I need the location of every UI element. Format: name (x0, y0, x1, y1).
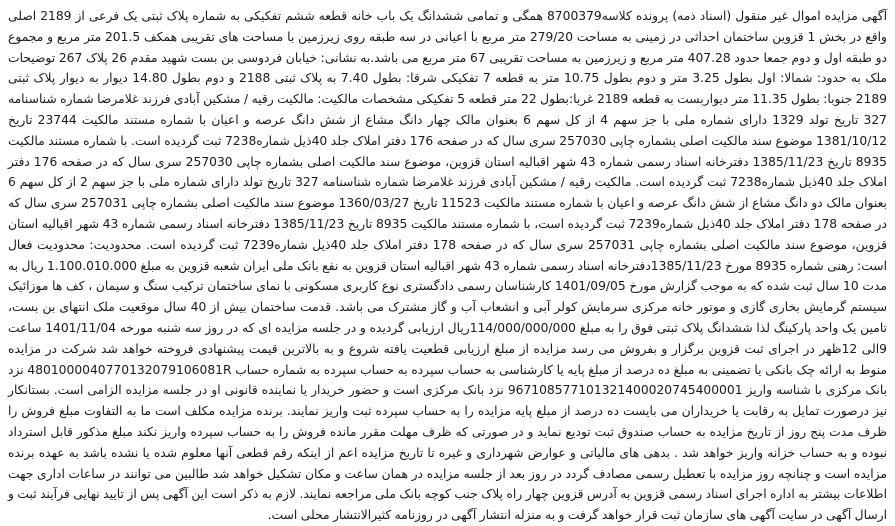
auction-notice-text: آگهی مزایده اموال غیر منقول (اسناد ذمه) پرونده کلاسه8700379 همگی و تمامی ششدانگ یک باب خانه قطعه ششم تفکیکی به شماره پلاک ثبتی یک فرعی از 2189 اصلی واقع در بخش 1 قزوین ساختمان احداثی در زمینی به مساحت 279/20 متر مربع با اعیانی در سه طبقه روی زیرزمین با مساحت های تقریبی همکف 201.5 متر مربع و مجموع دو طبقه اول و دوم جمعا حدود 407.28 متر مربع و زیرزمین به مساحت تقریبی 67 متر مربع می باشد.به نشانی: خیابان فردوسی بن بست شهید مقدم 26 پلاک 267 توضیحات ملک به حدود: شمالا: اول بطول 3.25 متر و دوم بطول 10.75 متر به قطعه 7 تفکیکی شرقا: بطول 7.40 به پلاک ثبتی 2188 و دوم بطول 14.80 دیوار به دیوار پلاک ثبتی 2189 جنوبا: بطول 11.35 متر دیواربست به قطعه 2189 غربا:بطول 22 متر قطعه 5 تفکیکی مشخصات مالکیت: مالکیت رقیه / مشکین آبادی فرزند غلامرضا شماره شناسنامه 327 تاریخ تولد 1329 دارای شماره ملی با جز سهم 4 از کل سهم 6 بعنوان مالک چهار دانگ مشاع از شش دانگ عرصه و اعیان با شماره مستند مالکیت 23744 تاریخ 1381/10/12 موضوع سند مالکیت اصلی بشماره چاپی 257030 سری سال که در صفحه 176 دفتر املاک جلد 40ذیل شماره7238 ثبت گردیده است. با شماره مستند مالکیت 8935 تاریخ 1385/11/23 دفترخانه اسناد رسمی شماره 43 شهر اقبالیه استان قزوین، موضوع سند مالکیت اصلی بشماره چاپی 257030 سری سال که در صفحه 176 دفتر املاک جلد 40ذیل شماره7238 ثبت گردیده است. مالکیت رقیه / مشکین آبادی فرزند غلامرضا شماره شناسنامه 327 تاریخ تولد دارای شماره ملی با جز سهم 2 از کل سهم 6 بعنوان مالک دو دانگ مشاع از شش دانگ عرصه و اعیان با شماره مستند مالکیت 11523 تاریخ 1360/03/27 موضوع سند مالکیت اصلی بشماره چاپی 257031 سری سال که در صفحه 178 دفتر املاک جلد 40ذیل شماره7239 ثبت گردیده است، با شماره مستند مالکیت 8935 تاریخ 1385/11/23 دفترخانه اسناد رسمی شماره 43 شهر اقبالیه استان قزوین، موضوع سند مالکیت اصلی بشماره چاپی 257031 سری سال که در صفحه 178 دفتر املاک جلد 40ذیل شماره7239 ثبت گردیده است. محدودیت: محدودیت فعال است: رهنی شماره 8935 مورخ 1385/11/23دفترخانه اسناد رسمی شماره 43 شهر اقبالیه استان قزوین به نفع بانک ملی ایران شعبه قزوین به مبلغ 1.100.010.000 ریال به مدت 10 سال ثبت شده که به موجب گزارش مورخ 1401/09/05 کارشناسان رسمی دادگستری نوع کاربری مسکونی با نمای ساختمان ترکیب سنگ و سیمان ، کف ها موزائیک سیستم گرمایش بخاری گازی و موتور خانه مرکزی سرمایش کولر آبی و انشعاب آب و گاز مشترک می باشد. قدمت ساختمان بیش از 40 سال موقعیت ملک انتهای بن بست، تامین یک واحد پارکینگ لذا ششدانگ پلاک ثبتی فوق را به مبلغ 114/000/000/000ریال ارزیابی گردیده و در جلسه مزایده ای که در روز سه شنبه مورخه 1401/11/04 ساعت 9الی 12ظهر در اجرای ثبت قزوین برگزار و بفروش می رسد مزایده از مبلغ ارزیابی قطعیت یافته شروع و به بالاترین قیمت پیشنهادی فروخته خواهد شد شرکت در مزایده منوط به ارائه چک بانکی یا تضمینی به مبلغ ده درصد از مبلغ پایه یا کارشناسی به حساب سپرده به حساب سپرده به شماره حساب 4801000040770132079106081R نزد بانک مرکزی با شناسه واریز 967108577101321400020745400001 نزد بانک مرکزی است و حضور خریدار یا نماینده قانونی او در جلسه مزایده الزامی است. بستانکار نیز درصورت تمایل به رقابت یا خریداران می بایست ده درصد از مبلغ پایه مزایده را به حساب سپرده ثبت واریز نمایند. برنده مزایده مکلف است ما به التفاوت مبلغ فروش را ظرف مدت پنج روز از تاریخ مزایده به حساب صندوق ثبت تودیع نماید و در صورتی که ظرف مهلت مقرر مانده فروش را به حساب سپرده واریز نکند مبلغ مذکور قابل استرداد نبوده و به حساب خزانه واریز خواهد شد . بدهی های مالیاتی و عوارض شهرداری و غیره تا تاریخ مزایده اعم از اینکه رقم قطعی آنها معلوم شده یا نشده باشد به عهده برنده مزایده است و چنانچه روز مزایده با تعطیل رسمی مصادف گردد در روز بعد از جلسه مزایده در همان ساعت و مکان تشکیل خواهد شد طالبین می توانند در ساعات اداری جهت اطلاعات بیشتر به اداره اجرای اسناد رسمی قزوین به آدرس قزوین چهار راه پلاک جنب کوچه بانک ملی مراجعه نمایند. لازم به ذکر است این آگهی پس از تایید نهایی فرآیند ثبت و ارسال آگهی در سایت آگهی های سازمان ثبت قرار خواهد گرفت و به منزله انتشار آگهی در روزنامه کثیرالانتشار محلی است. (8, 9, 888, 523)
